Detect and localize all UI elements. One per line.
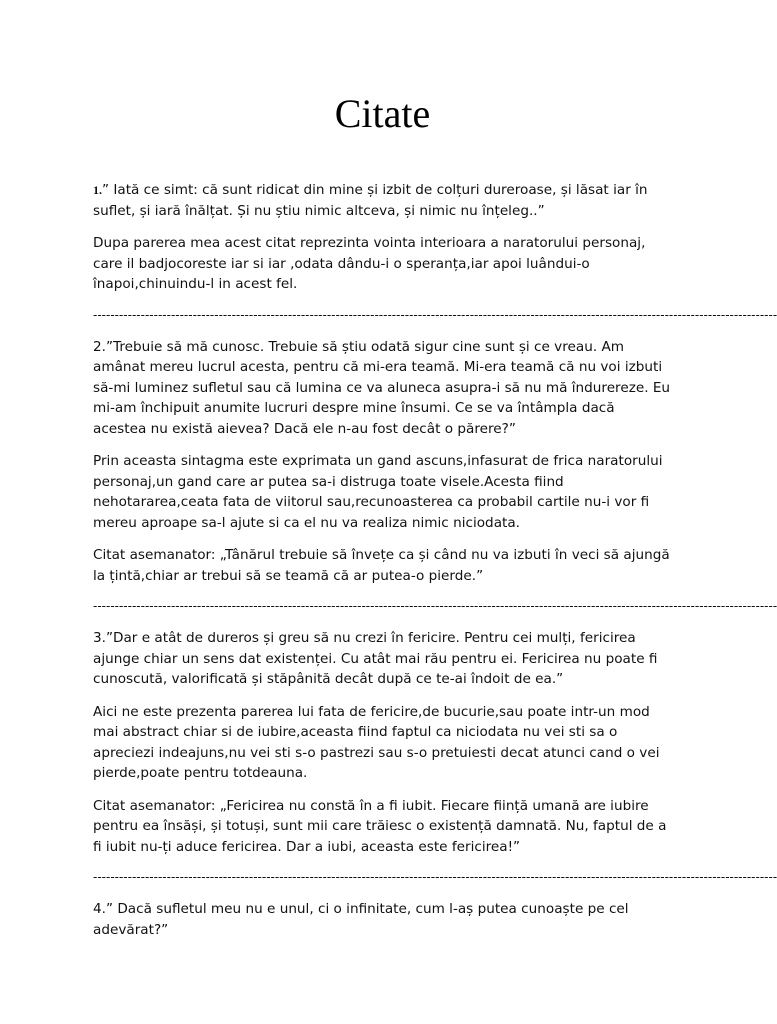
quote-4: 4.” Dacă sufletul meu nu e unul, ci o infinitate, cum l-aș putea cunoaște pe cel adevărat?” (93, 901, 629, 938)
quote-2-similar: Citat asemanator: „Tânărul trebuie să învețe ca și când nu va izbuti în veci să ajungă la țintă,chiar ar trebui să se teamă că ar putea-o pierde.” (93, 547, 670, 584)
quote-1-comment: Dupa parerea mea acest citat reprezinta vointa interioara a naratorului personaj, care il badjocoreste iar si iar ,odata dându-i o speranța,iar apoi luânduі-o înapoi,chinuindu-l in acest fel. (93, 235, 646, 292)
quote-3-comment: Aici ne este prezenta parerea lui fata de fericire,de bucurie,sau poate intr-un mod mai abstract chiar si de iubire,aceasta fiind faptul ca niciodata nu vei sti sa o apreciezi indeajuns,nu vei sti s-o pastrezi sau s-o pretuiesti decat atunci cand o vei pierde,poate pentru totdeauna. (93, 703, 660, 781)
quote-2: 2.”Trebuie să mă cunosc. Trebuie să știu odată sigur cine sunt și ce vreau. Am amânat mereu lucrul acesta, pentru că mi-era teamă. Mi-era teamă că nu voi izbuti să-mi luminez sufletul sau că lumina ce va aluneca asupra-i să nu mă îndurereze. Eu mi-am închipuit anumite lucruri despre mine însumi. Ce se va întâmpla dacă acestea nu există aievea? Dacă ele n-au fost decât o părere?” (93, 338, 671, 437)
quote-3: 3.”Dar e atât de dureros și greu să nu crezi în fericire. Pentru cei mulți, fericirea ajunge chiar un sens dat existenței. Cu atât mai rău pentru ei. Fericirea nu poate fi cunoscută, valorificată și stăpânită decât după ce te-ai îndoit de ea.” (93, 630, 658, 687)
quote-2-comment: Prin aceasta sintagma este exprimata un gand ascuns,infasurat de frica naratorului personaj,un gand care ar putea sa-i distruga toate visele.Acesta fiind nehotararea,ceata fata de viitorul sau,recunoasterea ca probabil cartile nu-i vor fi mereu aproape sa-l ajute si ca el nu va realiza nimic niciodata. (93, 453, 663, 531)
separator-3: -------------------------------------------------------------------------------------------------------------------------------------------------------------- (93, 870, 777, 884)
quote-1 (93, 180, 672, 221)
document-title: Citate (334, 91, 431, 136)
quote-3-similar: Citat asemanator: „Fericirea nu constă în a fi iubit. Fiecare ființă umană are iubire pentru ea însăși, și totuși, sunt mii care trăiesc o existență damnată. Nu, faptul de a fi iubit nu-ți aduce fericirea. Dar a iubi, aceasta este fericirea!” (93, 797, 667, 855)
quote-1-text: ” Iată ce simt: că sunt ridicat din mine și izbit de colțuri dureroase, și lăsat iar în suflet, și iară înălțat. Și nu știu nimic altceva, și nimic nu înțeleg..” (93, 182, 648, 219)
quote-1-number: 1. (93, 183, 102, 197)
separator-2: -------------------------------------------------------------------------------------------------------------------------------------------------------------- (93, 599, 777, 613)
separator-1: -------------------------------------------------------------------------------------------------------------------------------------------------------------- (93, 307, 777, 322)
